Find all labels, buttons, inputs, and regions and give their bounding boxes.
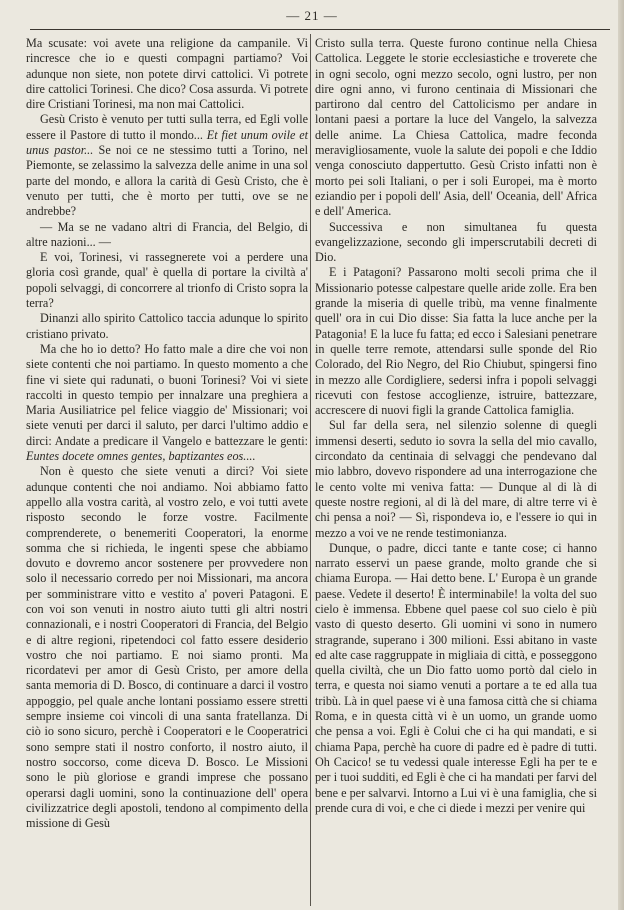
column-divider <box>310 34 311 906</box>
text-run: Ma che ho io detto? Ho fatto male a dire che voi non siete contenti che noi partiamo. In questo momento a che fine vi siete qui radunati, o buoni Torinesi? Voi vi siete raccolti in questo tempio per innalzare una preghiera a Maria Ausiliatrice pel felice viaggio de' Missionari; voi siete venuti per darci il saluto, per darci l'ultimo addio e dirci: Andate a predicare il Vangelo e battezzare le genti: <box>26 341 308 448</box>
paragraph <box>26 311 308 342</box>
latin-quote: Euntes docete omnes gentes, baptizantes eos.... <box>26 449 256 464</box>
text-run: E voi, Torinesi, vi rassegnerete voi a perdere una gloria così grande, qual' è quella di portare la civiltà a' popoli selvaggi, di concorrere al trionfo di Cristo sopra la terra? <box>26 250 308 311</box>
text-run: Non è questo che siete venuti a dirci? Voi siete adunque contenti che noi andiamo. Noi abbiamo fatto appello alla vostra carità, al vostro zelo, e voi tutti avete risposto secondo le forze vostre. Facilmente comprenderete, o benemeriti Cooperatori, la enorme somma che si richieda, le ingenti spese che abbiamo dovuto e dovremo ancor sostenere per provvedere non solo il necessario corredo per noi Missionari, ma ancora per somministrare vitto e vestito a' poveri Patagoni. E con voi son venuti in nostro aiuto tutti gli altri nostri connazionali, e i nostri Cooperatori di Francia, del Belgio e di altre regioni, ripetendoci col fatto essere desiderio vostro che noi partiamo. E noi siamo pronti. Ma ricordatevi per amor di Gesù Cristo, per amore della santa memoria di D. Bosco, di continuare a darci il vostro appoggio, pel quale anche lontani possiamo essere stretti sempre insieme coi vincoli di una santa fratellanza. Di ciò io sono sicuro, perchè i Cooperatori e le Cooperatrici sono sempre stati il nostro conforto, il nostro aiuto, il nostro soccorso, come diceva D. Bosco. Le Missioni sono le più gloriose e grandi imprese che possano operarsi dagli uomini, sono la continuazione dell' opera civilizzatrice degli apostoli, tendono al compimento della missione di Gesù <box>26 464 308 831</box>
paragraph <box>315 36 597 220</box>
paragraph <box>315 220 597 266</box>
text-run: Dunque, o padre, dicci tante e tante cose; ci hanno narrato esservi un paese grande, molto grande che si chiama Europa. — Hai detto bene. L' Europa è un grande paese. Vedete il deserto! È interminabile! la volta del suo cielo è immensa. Ebbene quel paese col suo cielo è più vasto di questo deserto. Gli uomini vi sono in numero stragrande, superano i 300 milioni. Essi abitano in vaste ed alte case raggruppate in migliaia di città, e posseggono quella civiltà, che un Dio fatto uomo portò dal cielo in terra, e questa noi siamo venuti a portare a te ed alla tua tribù. Là in quel paese vi è una famosa città che si chiama Roma, e in questa città vi è un uomo, un grande uomo che pensa a voi. Egli è Colui che ci ha qui mandati, e si chiama Papa, perchè ha cuore di padre ed è padre di tutti. Oh Cacico! se tu vedessi quale interesse Egli ha per te e per i tuoi sudditi, ed Egli è che ci ha mandati per farvi del bene e per salvarvi. Intorno a Lui vi è una famiglia, che si prende cura di voi, e che ci diede i mezzi per venire qui <box>315 540 597 815</box>
paragraph <box>26 112 308 219</box>
paragraph <box>315 541 597 816</box>
text-run: Dinanzi allo spirito Cattolico taccia adunque lo spirito cristiano privato. <box>26 311 308 341</box>
paragraph <box>26 464 308 831</box>
paragraph <box>26 36 308 112</box>
paragraph <box>315 418 597 540</box>
left-column <box>26 36 308 906</box>
paragraph <box>315 265 597 418</box>
page-edge <box>618 0 624 910</box>
page-number: — 21 — <box>286 8 338 23</box>
text-run: E i Patagoni? Passarono molti secoli prima che il Missionario potesse calpestare quelle aride zolle. Era ben grande la miseria di quelle tribù, ma venne finalmente quell' ora in cui Dio disse: Sia fatta la luce anche per la Patagonia! E la luce fu fatta; ed ecco i Salesiani penetrare in quelle terre remote, attendarsi sulle sponde del Rio Colorado, del Rio Negro, del Rio Chiubut, spingersi fino in mezzo alle Cordigliere, sedersi infra i popoli selvaggi ricevuti con festose accoglienze, istruire, battezzare, accrescere di nuovi figli la grande Cattolica famiglia. <box>315 265 597 418</box>
right-column <box>315 36 597 906</box>
text-run: Sul far della sera, nel silenzio solenne di quegli immensi deserti, seduto io sovra la sella del mio cavallo, circondato da centinaia di selvaggi che pendevano dal mio labbro, dovevo rispondere ad una interrogazione che le cento volte mi veniva fatta: — Dunque al di là di queste nostre regioni, al di là del mare, di altre terre vi è chi pensa a noi? — Sì, rispondeva io, e l'essere io qui in mezzo a voi ve ne rende testimonianza. <box>315 418 597 540</box>
text-run: Cristo sulla terra. Queste furono continue nella Chiesa Cattolica. Leggete le storie ecclesiastiche e troverete che in ogni secolo, ogni mezzo secolo, ogni lustro, per non dire ogni anno, vi furono centinaia di Missionari che partirono dal centro del Cattolicismo per andare in lontani paesi a portare la luce del Vangelo, la salvezza delle anime. La Chiesa Cattolica, madre feconda meravigliosamente, vuole la salute dei popoli e che Iddio venga conosciuto dappertutto. Gesù Cristo infatti non è morto pei soli Italiani, o per i soli Europei, ma è morto eziandio per i popoli dell' Asia, dell' Oceania, dell' Africa e dell' America. <box>315 36 597 219</box>
text-run: Successiva e non simultanea fu questa evangelizzazione, secondo gli imperscrutabili decreti di Dio. <box>315 219 597 265</box>
latin-quote: Et fiet unum ovile et unus pastor... <box>26 127 308 158</box>
paragraph <box>26 342 308 464</box>
paragraph <box>26 250 308 311</box>
header-rule <box>30 29 610 30</box>
text-run: Gesù Cristo è venuto per tutti sulla terra, ed Egli volle essere il Pastore di tutto il mondo... <box>26 112 308 142</box>
text-run: Se noi ce ne stessimo tutti a Torino, nel Piemonte, se zelassimo la salvezza delle anime in una sol parte del mondo, e allora la carità di Gesù Cristo, che è venuto per tutti, che è morto per tutti, ove se ne andrebbe? <box>26 143 309 219</box>
paragraph <box>26 220 308 251</box>
text-run: — Ma se ne vadano altri di Francia, del Belgio, di altre nazioni... — <box>26 219 308 249</box>
text-run: Ma scusate: voi avete una religione da campanile. Vi rincresce che io e questi compagni partiamo? Voi adunque non siete, non potete dirvi cattolici. Vi potrete dire cattolici Torinesi. Che dico? Cosa assurda. Vi potrete dire Cristiani Torinesi, ma non mai Cattolici. <box>26 36 308 112</box>
